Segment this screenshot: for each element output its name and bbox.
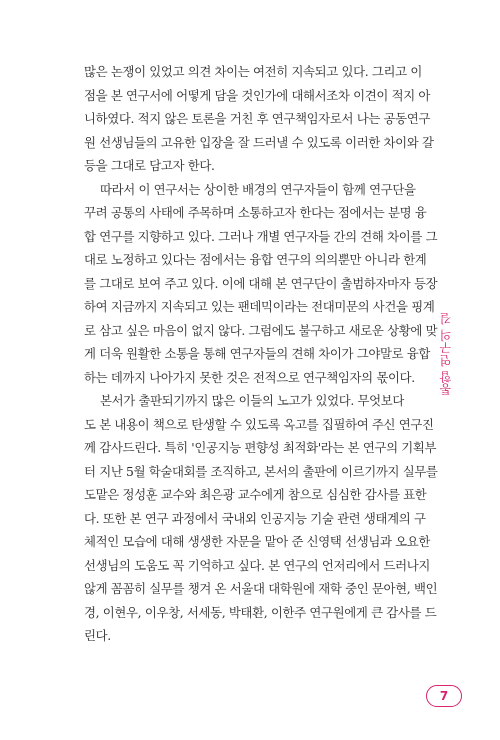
text-line: 꾸려 공통의 사태에 주목하며 소통하고자 한다는 점에서는 분명 융 bbox=[84, 205, 427, 220]
text-line: 경, 이현우, 이우창, 서세동, 박태환, 이한주 연구원에게 큰 감사를 드 bbox=[84, 604, 437, 620]
text-line: 린다. bbox=[84, 628, 111, 643]
text-line: 다. 또한 본 연구 과정에서 국내외 인공지능 기술 관련 생태계의 구 bbox=[84, 510, 426, 526]
running-header: 통합 연구의 길 bbox=[439, 312, 453, 396]
text-line: 합 연구를 지향하고 있다. 그러나 개별 연구자들 간의 견해 차이를 그 bbox=[84, 228, 438, 244]
text-line: 등을 그대로 담고자 한다. bbox=[84, 158, 215, 173]
page-number: 7 bbox=[426, 685, 462, 707]
text-line: 를 그대로 보여 주고 있다. 이에 대해 본 연구단이 출범하자마자 등장 bbox=[84, 275, 438, 291]
text-line: 선생님의 도움도 꼭 기억하고 싶다. 본 연구의 언저리에서 드러나지 bbox=[84, 557, 431, 573]
text-line: 원 선생님들의 고유한 입장을 잘 드러낼 수 있도록 이러한 차이와 갈 bbox=[84, 134, 434, 150]
text-line: 점을 본 연구서에 어떻게 담을 것인가에 대해서조차 이견이 적지 아 bbox=[84, 87, 431, 103]
text-line: 따라서 이 연구서는 상이한 배경의 연구자들이 함께 연구단을 bbox=[100, 181, 416, 197]
text-line: 로 삼고 싶은 마음이 없지 않다. 그럼에도 불구하고 새로운 상황에 맞 bbox=[84, 322, 438, 338]
body-text bbox=[84, 60, 438, 648]
text-line: 않게 꼼꼼히 실무를 챙겨 온 서울대 대학원에 재학 중인 문아현, 백인 bbox=[84, 581, 438, 596]
text-line: 본서가 출판되기까지 많은 이들의 노고가 있었다. 무엇보다 bbox=[100, 393, 404, 408]
text-line: 하여 지금까지 지속되고 있는 팬데믹이라는 전대미문의 사건을 핑계 bbox=[84, 299, 435, 314]
text-line: 니하였다. 적지 않은 토론을 거친 후 연구책임자로서 나는 공동연구 bbox=[84, 111, 431, 126]
text-line: 께 감사드린다. 특히 '인공지능 편향성 최적화'라는 본 연구의 기획부 bbox=[84, 440, 437, 455]
text-line: 도 본 내용이 책으로 탄생할 수 있도록 옥고를 집필하여 주신 연구진 bbox=[84, 416, 434, 432]
text-line: 체적인 모습에 대해 생생한 자문을 맡아 준 신영택 선생님과 오요한 bbox=[84, 534, 431, 549]
text-line: 많은 논쟁이 있었고 의견 차이는 여전히 지속되고 있다. 그리고 이 bbox=[84, 64, 422, 79]
text-line: 하는 데까지 나아가지 못한 것은 전적으로 연구책임자의 몫이다. bbox=[84, 369, 415, 385]
text-line: 도맡은 정성훈 교수와 최은광 교수에게 참으로 심심한 감사를 표한 bbox=[84, 487, 427, 502]
text-line: 대로 노정하고 있다는 점에서는 융합 연구의 의의뿐만 아니라 한계 bbox=[84, 252, 427, 267]
text-line: 터 지난 5월 학술대회를 조직하고, 본서의 출판에 이르기까지 실무를 bbox=[84, 463, 438, 479]
text-line: 게 더욱 원활한 소통을 통해 연구자들의 견해 차이가 그야말로 융합 bbox=[84, 346, 431, 361]
